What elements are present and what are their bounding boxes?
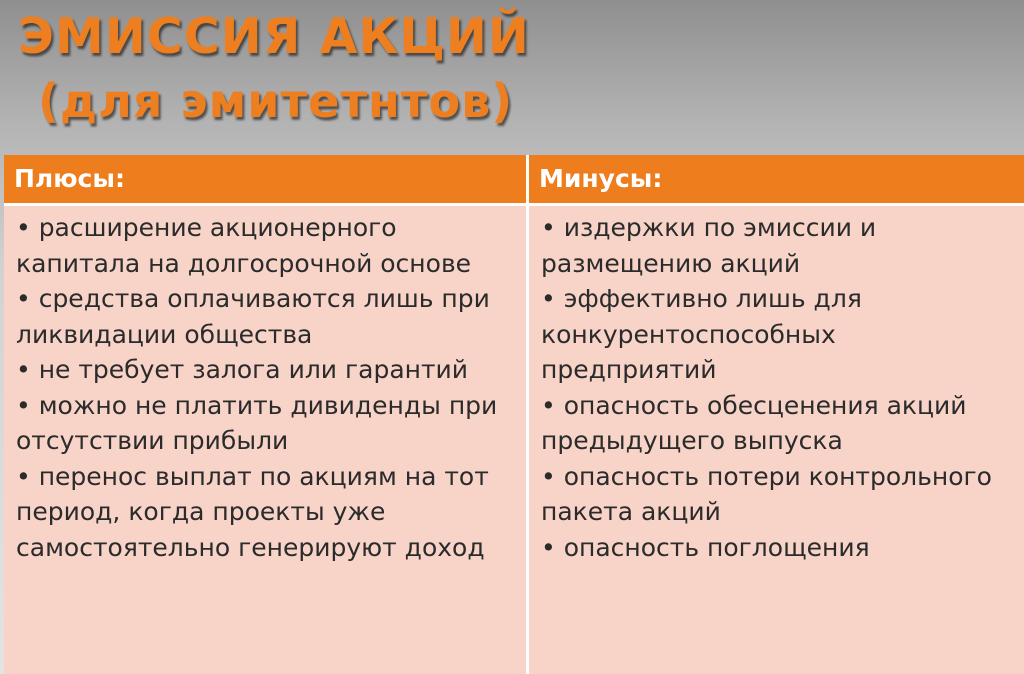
cons-item: • опасность поглощения (541, 532, 870, 562)
pros-header: Плюсы: (4, 155, 526, 203)
pros-cons-table (4, 155, 1024, 674)
pros-item: • можно не платить дивиденды при отсутствии прибыли (16, 390, 498, 455)
pros-item: • расширение акционерного капитала на долгосрочной основе (16, 213, 472, 278)
pros-column (4, 155, 526, 674)
cons-item: • эффективно лишь для конкурентоспособных предприятий (541, 284, 862, 384)
title-line-1: ЭМИССИЯ АКЦИЙ (18, 8, 530, 65)
column-divider (526, 155, 529, 674)
pros-item: • не требует залога или гарантий (16, 355, 469, 384)
pros-item: • средства оплачиваются лишь при ликвидации общества (16, 284, 490, 349)
cons-column (529, 155, 1024, 674)
header-divider (4, 203, 1024, 206)
cons-header: Минусы: (529, 155, 1024, 203)
cons-item: • опасность обесценения акций предыдущего выпуска (541, 390, 967, 455)
cons-item: • издержки по эмиссии и размещению акций (541, 213, 877, 278)
cons-item: • опасность потери контрольного пакета акций (541, 461, 992, 526)
title-line-2: (для эмитетнтов) (38, 74, 514, 128)
pros-item: • перенос выплат по акциям на тот период, когда проекты уже самостоятельно генерируют доход (16, 461, 489, 562)
pros-body (4, 206, 526, 674)
cons-body (529, 206, 1024, 674)
slide-title (0, 0, 1024, 154)
